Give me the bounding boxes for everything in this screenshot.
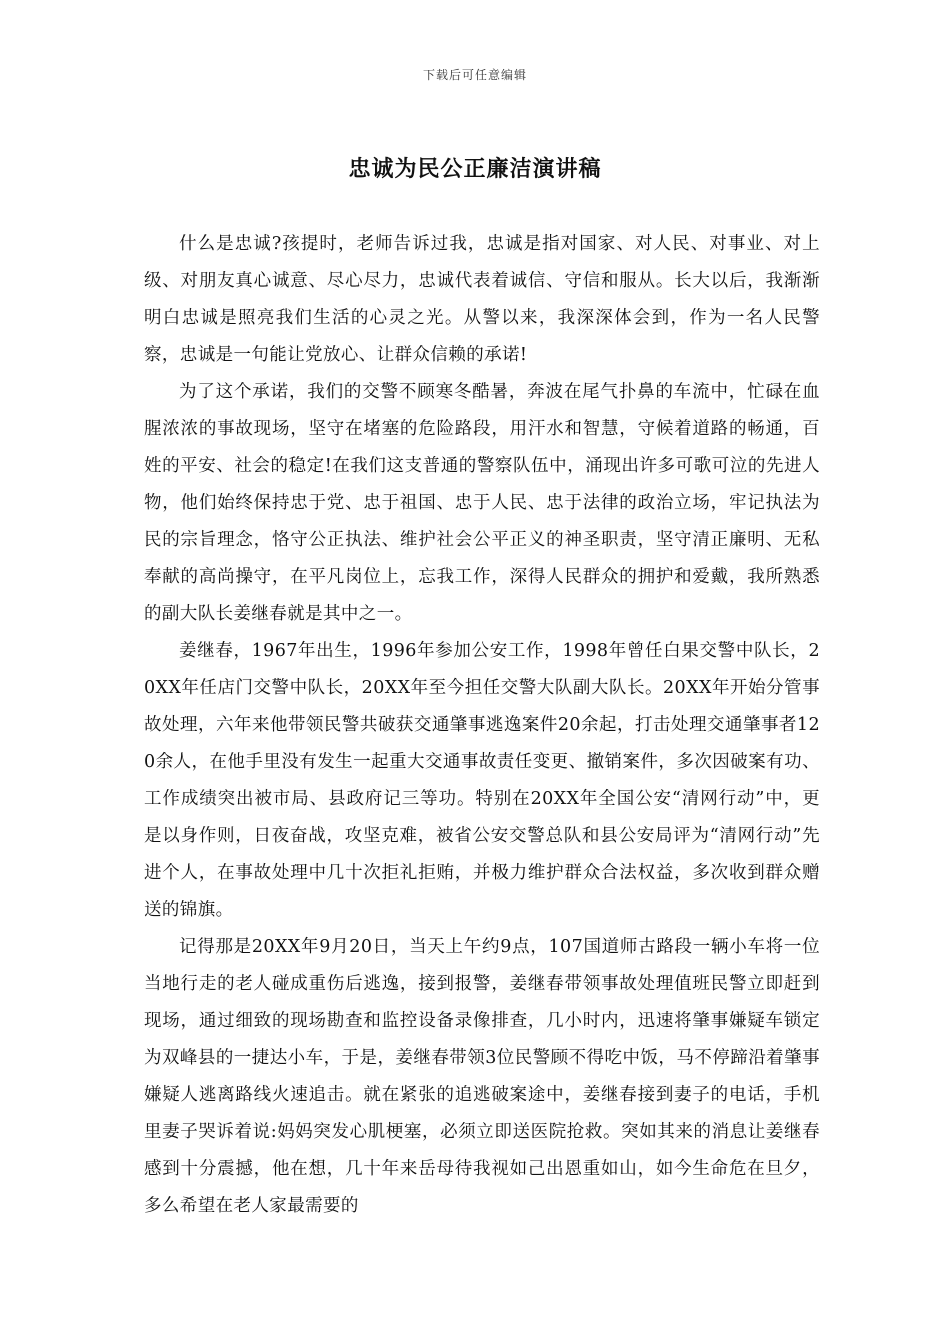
paragraph: 姜继春，1967年出生，1996年参加公安工作，1998年曾任白果交警中队长，20XX年任店门交警中队长，20XX年至今担任交警大队副大队长。20XX年开始分管事故处理，六年来他带领民警共破获交通肇事逃逸案件20余起，打击处理交通肇事者120余人，在他手里没有发生一起重大交通事故责任变更、撤销案件，多次因破案有功、工作成绩突出被市局、县政府记三等功。特别在20XX年全国公安“清网行动”中，更是以身作则，日夜奋战，攻坚克难，被省公安交警总队和县公安局评为“清网行动”先进个人，在事故处理中几十次拒礼拒贿，并极力维护群众合法权益，多次收到群众赠送的锦旗。	[144, 641, 820, 920]
paragraph: 记得那是20XX年9月20日，当天上午约9点，107国道师古路段一辆小车将一位当地行走的老人碰成重伤后逃逸，接到报警，姜继春带领事故处理值班民警立即赶到现场，通过细致的现场勘查和监控设备录像排查，几小时内，迅速将肇事嫌疑车锁定为双峰县的一捷达小车，于是，姜继春带领3位民警顾不得吃中饭，马不停蹄沿着肇事嫌疑人逃离路线火速追击。就在紧张的追逃破案途中，姜继春接到妻子的电话，手机里妻子哭诉着说:妈妈突发心肌梗塞，必须立即送医院抢救。突如其来的消息让姜继春感到十分震撼，他在想，几十年来岳母待我视如己出恩重如山，如今生命危在旦夕，多么希望在老人家最需要的	[144, 937, 820, 1216]
document-title: 忠诚为民公正廉洁演讲稿	[348, 156, 602, 182]
document-body	[144, 226, 820, 1225]
header-note: 下载后可任意编辑	[422, 68, 527, 82]
paragraph: 什么是忠诚?孩提时，老师告诉过我，忠诚是指对国家、对人民、对事业、对上级、对朋友真心诚意、尽心尽力，忠诚代表着诚信、守信和服从。长大以后，我渐渐明白忠诚是照亮我们生活的心灵之光。从警以来，我深深体会到，作为一名人民警察，忠诚是一句能让党放心、让群众信赖的承诺!	[144, 234, 820, 365]
paragraph: 为了这个承诺，我们的交警不顾寒冬酷暑，奔波在尾气扑鼻的车流中，忙碌在血腥浓浓的事故现场，坚守在堵塞的危险路段，用汗水和智慧，守候着道路的畅通，百姓的平安、社会的稳定!在我们这支普通的警察队伍中，涌现出许多可歌可泣的先进人物，他们始终保持忠于党、忠于祖国、忠于人民、忠于法律的政治立场，牢记执法为民的宗旨理念，恪守公正执法、维护社会公平正义的神圣职责，坚守清正廉明、无私奉献的高尚操守，在平凡岗位上，忘我工作，深得人民群众的拥护和爱戴，我所熟悉的副大队长姜继春就是其中之一。	[144, 382, 820, 624]
